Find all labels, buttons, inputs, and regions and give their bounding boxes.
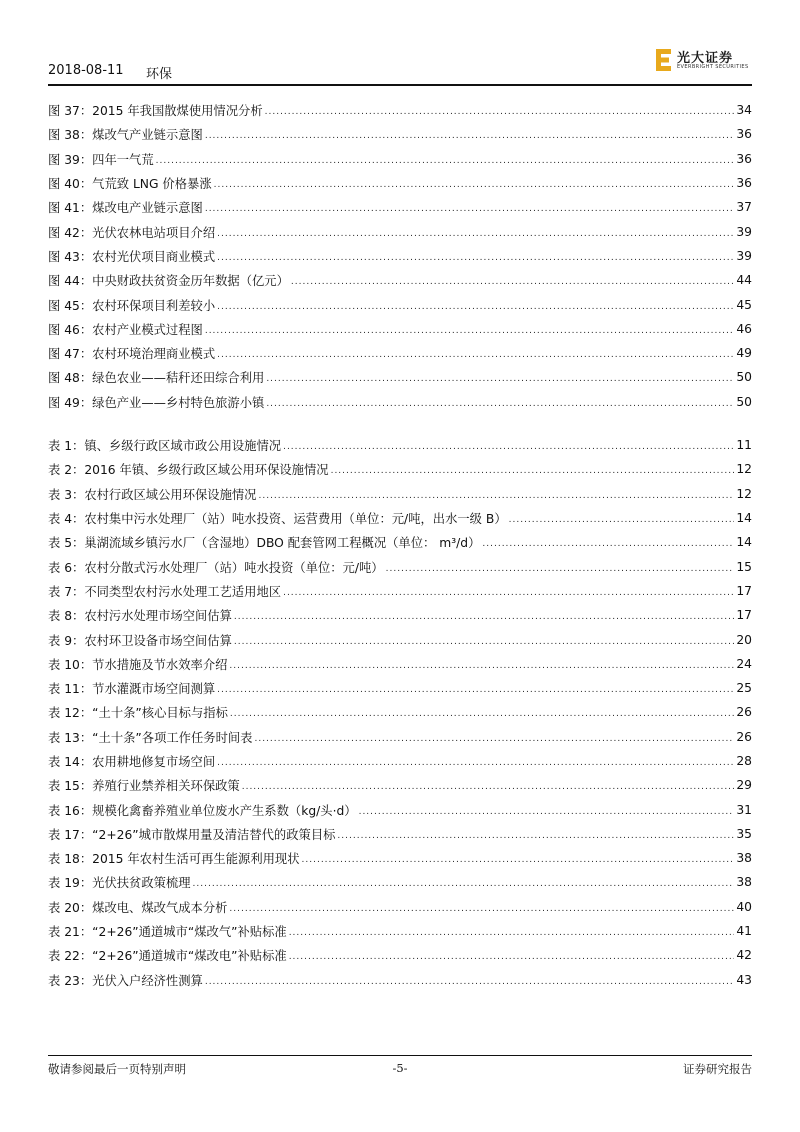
dot-leader [283,438,734,452]
figure-entry[interactable] [48,98,752,122]
figure-entry[interactable] [48,341,752,365]
figure-entry-label: 图 38：煤改气产业链示意图 [48,128,203,143]
figure-entry-page: 46 [736,321,752,336]
figure-entry-page: 34 [736,103,752,118]
table-entry-label: 表 11：节水灌溉市场空间测算 [48,682,216,697]
figure-entry[interactable] [48,292,752,316]
table-entry-label: 表 10：节水措施及节水效率介绍 [48,657,228,672]
table-entry-label: 表 17：“2+26”城市散煤用量及清洁替代的政策目标 [48,827,336,842]
figure-entry-page: 36 [736,127,752,142]
table-entry-label: 表 2：2016 年镇、乡级行政区域公用环保设施情况 [48,463,329,478]
figure-list [48,98,752,414]
brand-logo [656,47,752,75]
figure-entry-page: 39 [736,224,752,239]
page-number: -5- [392,1061,408,1075]
dot-leader [205,127,734,141]
dot-leader [283,584,734,598]
figure-entry[interactable] [48,244,752,268]
figure-entry-page: 37 [736,200,752,215]
dot-leader [254,730,734,744]
dot-leader [205,200,734,214]
dot-leader [258,487,734,501]
dot-leader [217,346,734,360]
table-entry-page: 12 [736,462,752,477]
dot-leader [193,875,734,889]
table-entry-label: 表 7：不同类型农村污水处理工艺适用地区 [48,584,282,599]
figure-entry[interactable] [48,317,752,341]
figure-entry-label: 图 45：农村环保项目利差较小 [48,298,216,313]
report-date: 2018-08-11 [48,63,124,78]
dot-leader [509,511,734,525]
table-entry[interactable] [48,457,752,481]
table-entry[interactable] [48,482,752,506]
table-entry[interactable] [48,579,752,603]
dot-leader [234,608,734,622]
dot-leader [205,973,734,987]
table-entry-page: 17 [736,608,752,623]
dot-leader [229,900,734,914]
figure-entry-label: 图 39：四年一气荒 [48,152,154,167]
figure-entry-page: 45 [736,297,752,312]
figure-entry-page: 49 [736,346,752,361]
dot-leader [217,249,734,263]
table-entry-page: 43 [736,972,752,987]
table-entry-label: 表 21：“2+26”通道城市“煤改气”补贴标准 [48,925,287,940]
logo-text-cn: 光大证券 [677,51,734,66]
table-entry[interactable] [48,773,752,797]
figure-entry[interactable] [48,219,752,243]
table-entry-label: 表 6：农村分散式污水处理厂（站）吨水投资（单位：元/吨） [48,560,384,575]
table-entry[interactable] [48,846,752,870]
dot-leader [331,462,734,476]
dot-leader [359,803,734,817]
table-entry[interactable] [48,652,752,676]
table-entry-label: 表 13：“土十条”各项工作任务时间表 [48,730,253,745]
table-entry[interactable] [48,968,752,992]
figure-entry-page: 44 [736,273,752,288]
table-entry-page: 35 [736,826,752,841]
table-entry[interactable] [48,822,752,846]
table-entry-label: 表 15：养殖行业禁养相关环保政策 [48,779,240,794]
logo-mark-icon [656,49,672,71]
table-entry-page: 29 [736,778,752,793]
table-entry-label: 表 1：镇、乡级行政区域市政公用设施情况 [48,439,282,454]
dot-leader [242,778,734,792]
dot-leader [265,103,734,117]
dot-leader [205,322,734,336]
table-entry-page: 15 [736,559,752,574]
table-entry[interactable] [48,700,752,724]
header-divider [48,84,752,86]
table-entry[interactable] [48,530,752,554]
table-list [48,433,752,992]
dot-leader [156,152,734,166]
figure-entry-label: 图 47：农村环境治理商业模式 [48,347,216,362]
figure-entry[interactable] [48,147,752,171]
dot-leader [337,827,734,841]
table-entry-label: 表 5：巢湖流域乡镇污水厂（含湿地）DBO 配套管网工程概况（单位： m³/d） [48,536,481,551]
table-entry-page: 40 [736,899,752,914]
table-entry[interactable] [48,943,752,967]
figure-entry-label: 图 42：光伏农林电站项目介绍 [48,225,216,240]
table-entry-page: 41 [736,924,752,939]
table-entry-page: 38 [736,851,752,866]
figure-entry[interactable] [48,195,752,219]
page-header [48,51,752,82]
table-entry-label: 表 8：农村污水处理市场空间估算 [48,609,232,624]
dot-leader [289,948,734,962]
table-entry-label: 表 23：光伏入户经济性测算 [48,973,203,988]
figure-entry-label: 图 49：绿色产业——乡村特色旅游小镇 [48,395,265,410]
dot-leader [229,657,734,671]
dot-leader [217,298,734,312]
dot-leader [386,560,734,574]
dot-leader [217,681,734,695]
table-entry-page: 38 [736,875,752,890]
footer-divider [48,1055,752,1056]
table-entry-label: 表 16：规模化禽畜养殖业单位废水产生系数（kg/头·d） [48,803,357,818]
table-entry-page: 12 [736,486,752,501]
figure-entry-page: 50 [736,394,752,409]
table-entry-page: 24 [736,656,752,671]
table-entry-label: 表 19：光伏扶贫政策梳理 [48,876,191,891]
dot-leader [217,225,734,239]
dot-leader [291,273,734,287]
figure-entry-label: 图 40：气荒致 LNG 价格暴涨 [48,177,212,192]
table-entry-label: 表 9：农村环卫设备市场空间估算 [48,633,232,648]
figure-entry-page: 36 [736,151,752,166]
figure-entry[interactable] [48,365,752,389]
figure-entry-page: 36 [736,176,752,191]
figure-entry-label: 图 43：农村光伏项目商业模式 [48,249,216,264]
figure-entry-label: 图 44：中央财政扶贫资金历年数据（亿元） [48,274,289,289]
table-entry-label: 表 4：农村集中污水处理厂（站）吨水投资、运营费用（单位：元/吨，出水一级 B） [48,512,507,527]
page-footer [48,1061,752,1077]
figure-entry-label: 图 41：煤改电产业链示意图 [48,201,203,216]
table-entry[interactable] [48,627,752,651]
dot-leader [230,705,734,719]
dot-leader [266,370,734,384]
table-entry[interactable] [48,676,752,700]
figure-entry[interactable] [48,268,752,292]
table-entry-label: 表 3：农村行政区域公用环保设施情况 [48,487,257,502]
figure-entry-page: 39 [736,248,752,263]
figure-entry-page: 50 [736,370,752,385]
dot-leader [234,633,734,647]
table-entry[interactable] [48,506,752,530]
table-entry[interactable] [48,749,752,773]
table-entry-page: 14 [736,535,752,550]
figure-entry-label: 图 46：农村产业模式过程图 [48,322,203,337]
figure-entry-label: 图 37：2015 年我国散煤使用情况分析 [48,104,263,119]
table-entry-label: 表 22：“2+26”通道城市“煤改电”补贴标准 [48,949,287,964]
table-entry-page: 26 [736,729,752,744]
dot-leader [302,851,734,865]
table-entry[interactable] [48,797,752,821]
table-entry[interactable] [48,870,752,894]
table-entry-page: 25 [736,681,752,696]
dot-leader [217,754,734,768]
table-entry-page: 20 [736,632,752,647]
table-entry-page: 14 [736,511,752,526]
table-entry-label: 表 14：农用耕地修复市场空间 [48,755,216,769]
table-entry[interactable] [48,895,752,919]
report-sector: 环保 [146,67,173,82]
figure-entry-label: 图 48：绿色农业——秸秆还田综合利用 [48,371,265,386]
table-entry-label: 表 18：2015 年农村生活可再生能源利用现状 [48,852,300,867]
logo-text-en: EVERBRIGHT SECURITIES [677,64,749,70]
table-entry-label: 表 12：“土十条”核心目标与指标 [48,706,228,721]
dot-leader [266,395,734,409]
table-entry-page: 11 [736,438,752,453]
table-entry[interactable] [48,725,752,749]
figure-entry[interactable] [48,390,752,414]
table-entry-label: 表 20：煤改电、煤改气成本分析 [48,900,228,915]
dot-leader [482,535,734,549]
dot-leader [289,924,734,938]
disclaimer-note: 敬请参阅最后一页特别声明 [48,1062,186,1076]
figure-entry[interactable] [48,122,752,146]
table-entry[interactable] [48,554,752,578]
table-entry-page: 28 [736,754,752,768]
table-entry-page: 31 [736,802,752,817]
table-entry-page: 42 [736,948,752,963]
report-type: 证券研究报告 [683,1062,752,1076]
dot-leader [214,176,734,190]
table-entry[interactable] [48,433,752,457]
table-entry[interactable] [48,919,752,943]
table-entry[interactable] [48,603,752,627]
figure-entry[interactable] [48,171,752,195]
table-entry-page: 17 [736,583,752,598]
table-entry-page: 26 [736,705,752,720]
